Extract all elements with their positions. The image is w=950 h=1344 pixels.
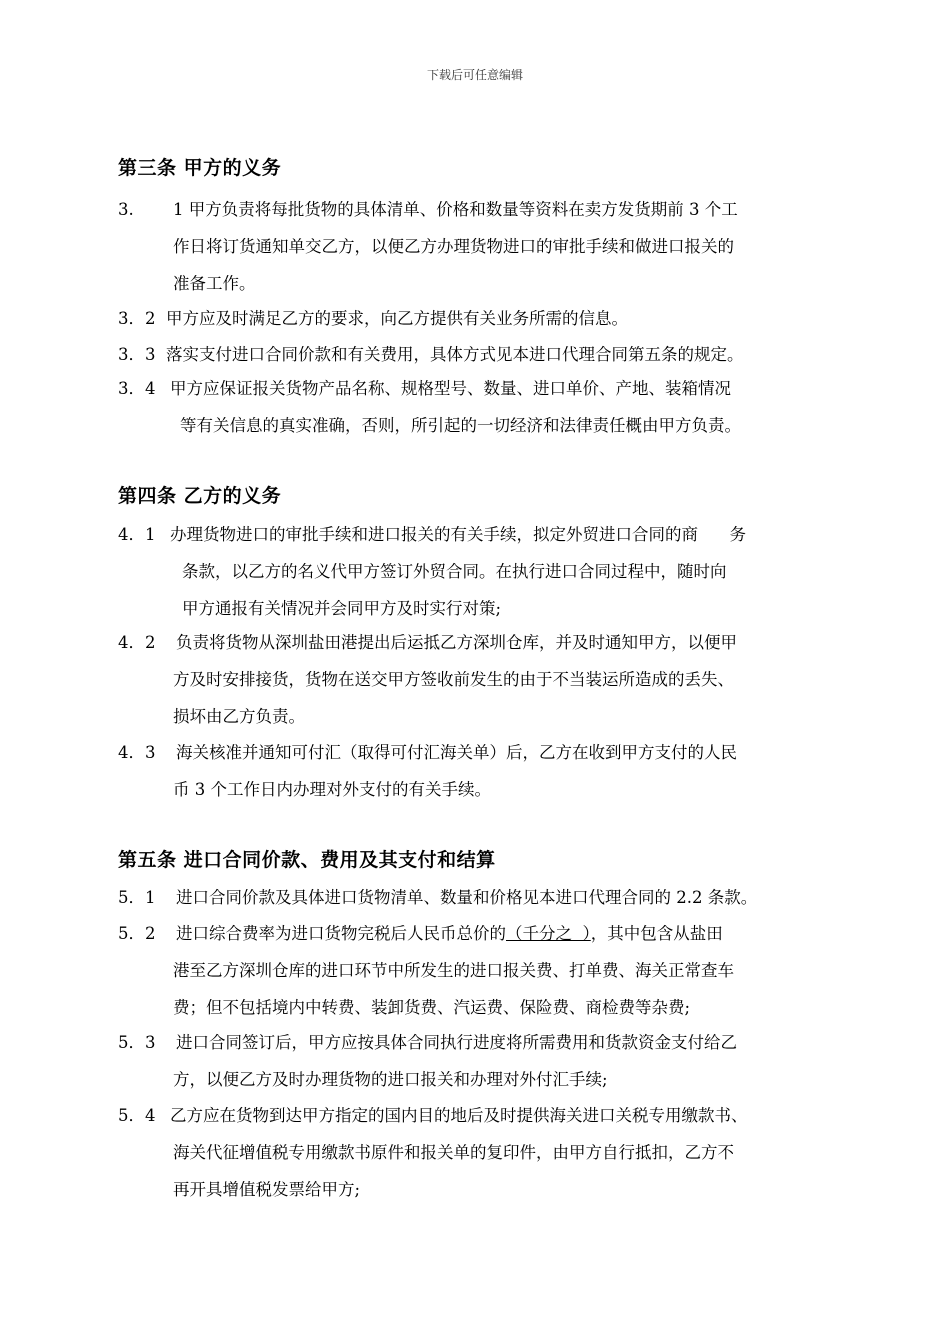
clause-line: 甲方应保证报关货物产品名称、规格型号、数量、进口单价、产地、装箱情况: [170, 379, 731, 398]
clause-line: 费；但不包括境内中转费、装卸货费、汽运费、保险费、商检费等杂费;: [173, 998, 691, 1017]
clause-line: 乙方应在货物到达甲方指定的国内目的地后及时提供海关进口关税专用缴款书、: [170, 1106, 748, 1125]
clause-4-1: [118, 516, 838, 627]
section-title: 第五条 进口合同价款、费用及其支付和结算: [118, 849, 496, 871]
clause-line: 海关代征增值税专用缴款书原件和报关单的复印件，由甲方自行抵扣，乙方不: [173, 1143, 734, 1162]
clause-line-part: ，其中包含从盐田: [590, 924, 723, 943]
clause-number: 5．2: [118, 924, 156, 943]
clause-number: 3.: [118, 200, 134, 219]
section-title: 第四条 乙方的义务: [118, 485, 282, 507]
clause-5-2: [118, 915, 838, 1026]
blank-rate-field: （千分之 ）: [506, 924, 591, 943]
clause-line: 负责将货物从深圳盐田港提出后运抵乙方深圳仓库，并及时通知甲方，以便甲: [176, 633, 737, 652]
clause-number: 4．1: [118, 525, 156, 544]
clause-5-4: [118, 1097, 838, 1208]
clause-3-4: [118, 370, 838, 444]
clause-line-part: 进口综合费率为进口货物完税后人民币总价的: [176, 924, 506, 943]
clause-line: 准备工作。: [173, 274, 256, 293]
clause-number: 5．4: [118, 1106, 156, 1125]
clause-line: 1 甲方负责将每批货物的具体清单、价格和数量等资料在卖方发货期前 3 个工: [173, 200, 738, 219]
clause-line: 进口合同价款及具体进口货物清单、数量和价格见本进口代理合同的 2.2 条款。: [176, 888, 758, 907]
clause-line: 损坏由乙方负责。: [173, 707, 305, 726]
clause-line: 币 3 个工作日内办理对外支付的有关手续。: [173, 780, 491, 799]
page-header: 下载后可任意编辑: [426, 68, 523, 82]
clause-3-2: [118, 300, 838, 337]
clause-line: 作日将订货通知单交乙方，以便乙方办理货物进口的审批手续和做进口报关的: [173, 237, 734, 256]
clause-3-3: [118, 336, 838, 373]
clause-line: 方，以便乙方及时办理货物的进口报关和办理对外付汇手续;: [173, 1070, 608, 1089]
clause-4-2: [118, 624, 838, 735]
clause-line: 落实支付进口合同价款和有关费用，具体方式见本进口代理合同第五条的规定。: [166, 345, 744, 364]
clause-number: 3．3: [118, 345, 156, 364]
clause-number: 4．2: [118, 633, 156, 652]
clause-number: 3．2: [118, 309, 156, 328]
clause-line: 方及时安排接货，货物在送交甲方签收前发生的由于不当装运所造成的丢失、: [173, 670, 734, 689]
clause-line: 甲方通报有关情况并会同甲方及时实行对策;: [182, 599, 502, 618]
section-title: 第三条 甲方的义务: [118, 157, 282, 179]
clause-line: 条款，以乙方的名义代甲方签订外贸合同。在执行进口合同过程中，随时向: [182, 562, 727, 581]
clause-number: 3．4: [118, 379, 156, 398]
clause-line: 甲方应及时满足乙方的要求，向乙方提供有关业务所需的信息。: [166, 309, 628, 328]
clause-line: 进口合同签订后，甲方应按具体合同执行进度将所需费用和货款资金支付给乙: [176, 1033, 737, 1052]
clause-line: 海关核准并通知可付汇（取得可付汇海关单）后，乙方在收到甲方支付的人民: [176, 743, 737, 762]
clause-3-1: [118, 191, 838, 302]
clause-5-1: [118, 879, 838, 916]
clause-line: 再开具增值税发票给甲方;: [173, 1180, 361, 1199]
clause-line: 办理货物进口的审批手续和进口报关的有关手续，拟定外贸进口合同的商 务: [170, 525, 746, 544]
clause-line: 等有关信息的真实准确，否则，所引起的一切经济和法律责任概由甲方负责。: [180, 416, 741, 435]
clause-number: 5．1: [118, 888, 156, 907]
clause-line: 港至乙方深圳仓库的进口环节中所发生的进口报关费、打单费、海关正常查车: [173, 961, 734, 980]
clause-number: 5．3: [118, 1033, 156, 1052]
clause-number: 4．3: [118, 743, 156, 762]
clause-5-3: [118, 1024, 838, 1098]
clause-4-3: [118, 734, 838, 808]
